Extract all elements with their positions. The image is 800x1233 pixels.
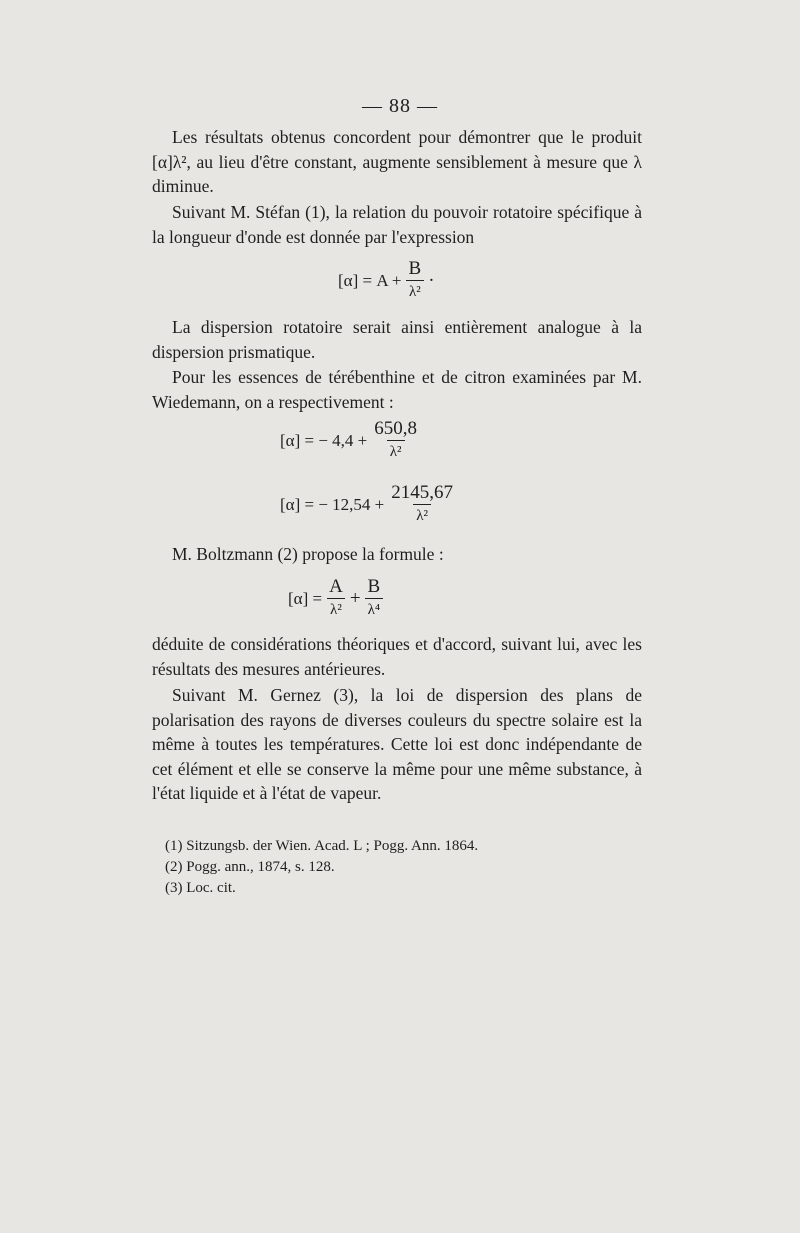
formula-boltzmann-fraction-2: [365, 576, 384, 621]
formula-citron-denominator: λ²: [413, 504, 431, 527]
paragraph-7: [152, 683, 642, 806]
footnote-2: (2) Pogg. ann., 1874, s. 128.: [165, 859, 335, 875]
formula-terebenthine-numerator: 650,8: [374, 418, 417, 439]
formula-terebenthine: [280, 418, 424, 463]
formula-stefan-numerator: B: [408, 258, 422, 279]
paragraph-7-text: Suivant M. Gernez (3), la loi de dispersion des plans de polarisation des rayons de diverses couleurs du spectre solaire est la même à toutes les températures. Cette loi est donc indépendante de cet élément et elle se conserve la même pour une même substance, à l'état liquide et à l'état de vapeur.: [152, 685, 642, 803]
paragraph-4-text: Pour les essences de térébenthine et de citron examinées par M. Wiedemann, on a respectivement :: [152, 367, 642, 412]
formula-stefan-fraction: [406, 258, 425, 303]
footnote-3: (3) Loc. cit.: [165, 880, 236, 896]
formula-citron-lhs: [α] = − 12,54 +: [280, 494, 385, 514]
paragraph-2-text: Suivant M. Stéfan (1), la relation du pouvoir rotatoire spécifique à la longueur d'onde est donnée par l'expression: [152, 202, 642, 247]
formula-boltzmann-fraction-1: [326, 576, 346, 621]
formula-stefan: [338, 258, 435, 303]
paragraph-2: [152, 200, 642, 249]
paragraph-5: [152, 542, 642, 567]
footnote-1: (1) Sitzungsb. der Wien. Acad. L ; Pogg. Ann. 1864.: [165, 838, 479, 854]
formula-terebenthine-denominator: λ²: [387, 440, 405, 463]
paragraph-5-text: M. Boltzmann (2) propose la formule :: [172, 544, 444, 564]
formula-citron-fraction: [388, 482, 456, 527]
page-number: — 88 —: [362, 95, 438, 117]
formula-citron-numerator: 2145,67: [391, 482, 453, 503]
formula-boltzmann-plus: +: [349, 587, 361, 609]
formula-stefan-denominator: λ²: [406, 280, 424, 303]
formula-stefan-tail: ·: [428, 269, 435, 291]
formula-stefan-lhs: [α] = A +: [338, 270, 402, 290]
footnotes: [165, 836, 635, 899]
formula-boltzmann-denominator-2: λ⁴: [365, 598, 384, 621]
formula-boltzmann-lhs: [α] =: [288, 588, 323, 608]
formula-citron: [280, 482, 460, 527]
formula-terebenthine-fraction: [371, 418, 420, 463]
paragraph-1-text: Les résultats obtenus concordent pour démontrer que le produit [α]λ², au lieu d'être constant, augmente sensiblement à mesure que λ diminue.: [152, 127, 642, 196]
formula-boltzmann-numerator-2: B: [367, 576, 381, 597]
formula-boltzmann: [288, 576, 387, 621]
paragraph-6-text: déduite de considérations théoriques et d'accord, suivant lui, avec les résultats des mesures antérieures.: [152, 634, 642, 679]
formula-boltzmann-numerator-1: A: [329, 576, 343, 597]
paragraph-4: [152, 365, 642, 414]
paragraph-3-text: La dispersion rotatoire serait ainsi entièrement analogue à la dispersion prismatique.: [152, 317, 642, 362]
formula-boltzmann-denominator-1: λ²: [327, 598, 345, 621]
paragraph-6: [152, 632, 642, 681]
paragraph-1: [152, 125, 642, 199]
paragraph-3: [152, 315, 642, 364]
formula-terebenthine-lhs: [α] = − 4,4 +: [280, 430, 368, 450]
